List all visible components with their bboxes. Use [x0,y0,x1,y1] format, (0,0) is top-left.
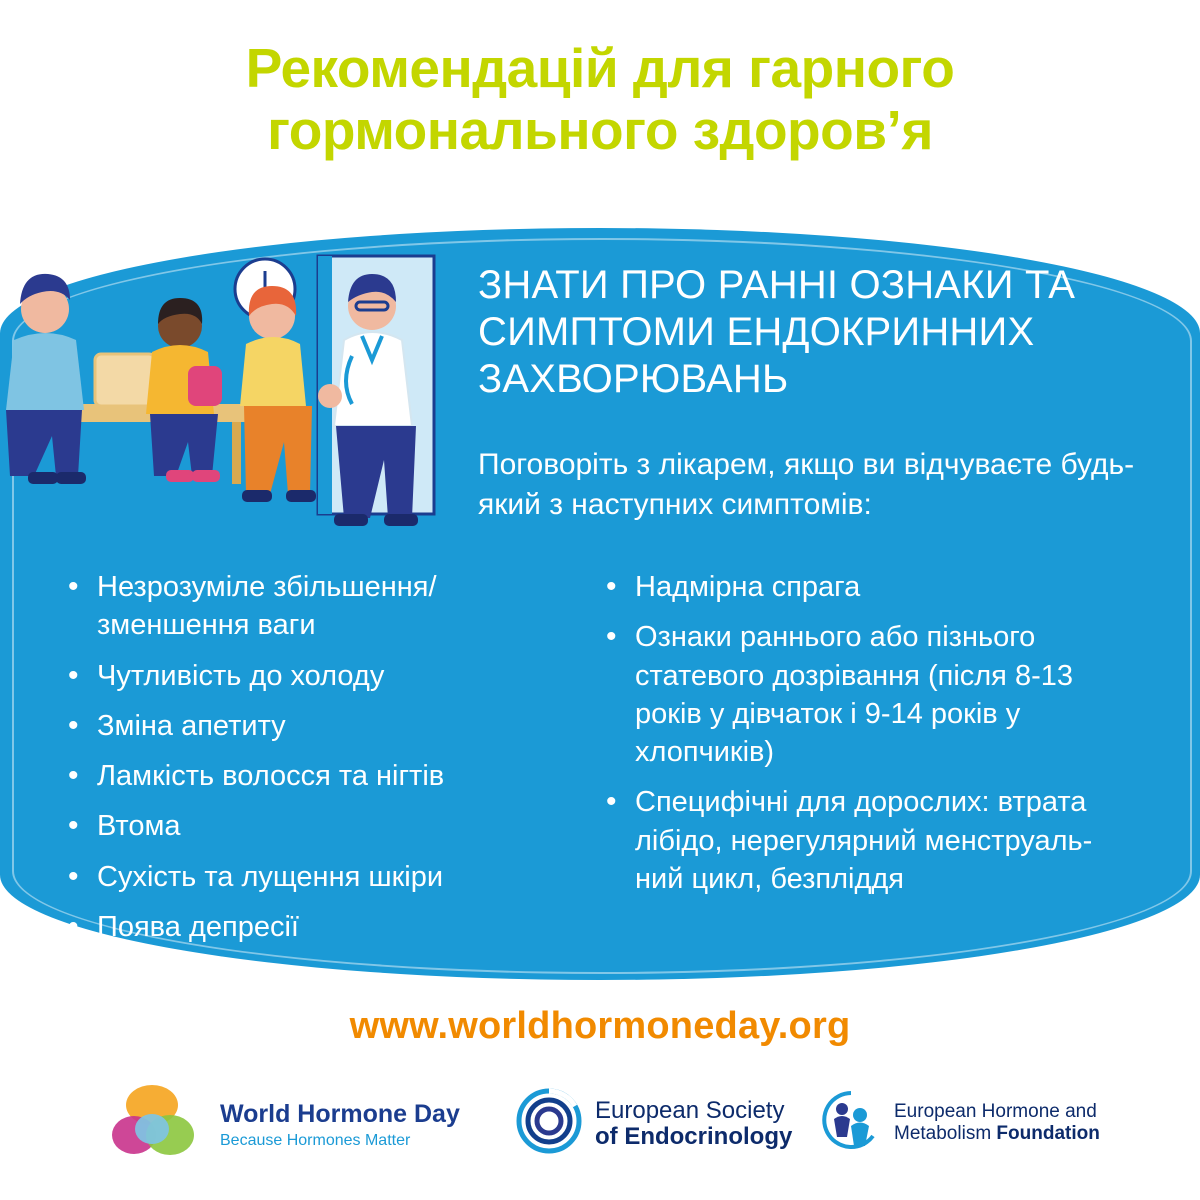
ese-mark-icon [515,1087,583,1160]
european-hormone-and-metabolism-foundation-logo [820,1089,1100,1156]
list-item: • Сухість та лущення шкіри [62,858,572,896]
title-line-2: гормонального здоров’я [267,98,933,161]
website-url[interactable]: www.worldhormoneday.org [349,1005,851,1047]
ehmf-line-2-bold: Foundation [996,1122,1100,1144]
ese-line-1: European Society [595,1096,785,1124]
list-item: • Чутливість до холоду [62,657,572,695]
whd-mark-icon [112,1083,208,1168]
list-item: • Поява депресії [62,908,572,946]
panel-subheading: Поговоріть з лікарем, якщо ви відчуваєте будь-який з наступних симптомів: [478,448,1135,521]
ehmf-line-2-regular: Metabolism [894,1122,997,1144]
ese-line-2: of Endocrinology [595,1122,793,1150]
heading-line-2: СИМПТОМИ ЕНДОКРИННИХ [478,310,1035,355]
list-item: • Втома [62,807,572,845]
european-society-of-endocrinology-logo [515,1087,792,1160]
list-item: • Ознаки раннього або пізнього статевого дозрівання (після 8-13 років у дівчаток і 9-14 років у хлопчиків) [600,618,1110,771]
symptom-column-right [600,568,1110,958]
heading-line-1: ЗНАТИ ПРО РАННІ ОЗНАКИ ТА [478,263,1076,307]
heading-line-3: ЗАХВОРЮВАНЬ [478,357,789,402]
world-hormone-day-logo [112,1083,460,1168]
whd-title: World Hormone Day [220,1099,460,1128]
ehmf-mark-icon [820,1089,882,1156]
waiting-room-illustration [0,244,470,554]
logo-row [0,1075,1200,1185]
panel-heading [478,262,1178,404]
symptom-column-left [62,568,572,958]
whd-tagline: Because Hormones Matter [220,1131,411,1149]
list-item: • Специфічні для дорослих: втрата лібідо, нерегулярний менструаль-ний цикл, безпліддя [600,783,1110,898]
list-item: • Зміна апетиту [62,707,572,745]
ehmf-line-1: European Hormone and [894,1101,1097,1123]
symptom-lists [62,568,1172,958]
title-line-1: Рекомендацій для гарного [245,37,955,99]
list-item: • Незрозуміле збільшення/зменшення ваги [62,568,572,645]
ehmf-line-2 [894,1123,1100,1144]
page-title [0,38,1200,161]
list-item: • Надмірна спрага [600,568,1110,606]
list-item: • Ламкість волосся та нігтів [62,757,572,795]
